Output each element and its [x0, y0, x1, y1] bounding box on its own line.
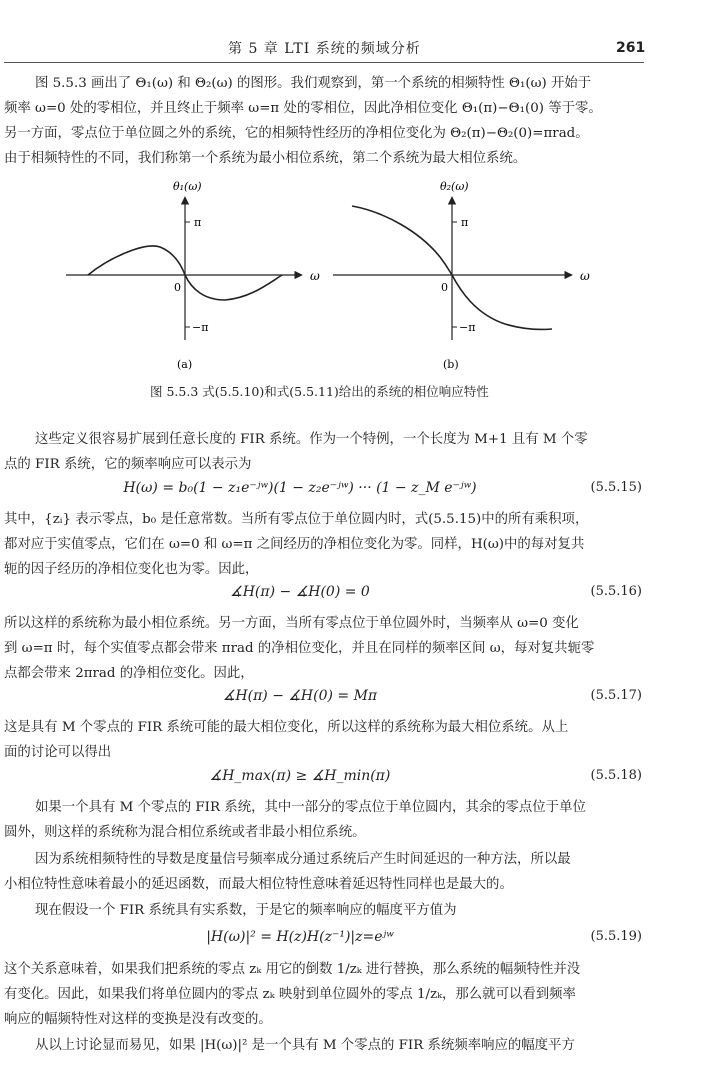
text-line: 从以上讨论显而易见，如果 |H(ω)|² 是一个具有 M 个零点的 FIR 系统频率响应的幅度平方 [35, 1038, 575, 1053]
ylabel-a: θ₁(ω) [173, 180, 202, 193]
equation-number: (5.5.17) [590, 688, 642, 703]
header-rule [4, 62, 644, 63]
text-line: 所以这样的系统称为最小相位系统。另一方面，当所有零点位于单位圆外时，当频率从 ω=0 变化 [4, 616, 579, 631]
origin-b: 0 [441, 281, 448, 294]
sublabel-a: (a) [177, 358, 193, 371]
equation-body: ∡H(π) − ∡H(0) = Mπ [222, 688, 378, 704]
text-line: 现在假设一个 FIR 系统具有实系数，于是它的频率响应的幅度平方值为 [35, 903, 457, 918]
equation-5-5-19 [0, 929, 660, 955]
equation-body: ∡H(π) − ∡H(0) = 0 [230, 584, 370, 600]
equation-5-5-16 [0, 584, 660, 610]
equation-5-5-18 [0, 768, 660, 794]
text-line: 频率 ω=0 处的零相位，并且终止于频率 ω=π 处的零相位，因此净相位变化 Θ₁(π)−Θ₁(0) 等于零。 [4, 101, 602, 116]
text-line: 这个关系意味着，如果我们把系统的零点 zₖ 用它的倒数 1/zₖ 进行替换，那么系统的幅频特性并没 [4, 962, 581, 977]
equation-body: H(ω) = b₀(1 − z₁e⁻ʲʷ)(1 − z₂e⁻ʲʷ) ··· (1 − z_M e⁻ʲʷ) [123, 480, 477, 496]
xlabel-b: ω [580, 269, 590, 283]
ytick-minus-pi-a: −π [192, 321, 209, 334]
chapter-title: 第 5 章 LTI 系统的频域分析 [228, 41, 421, 57]
page-header [0, 26, 704, 60]
text-line: 轭的因子经历的净相位变化也为零。因此， [4, 562, 259, 577]
text-line: 因为系统相频特性的导数是度量信号频率成分通过系统后产生时间延迟的一种方法，所以最 [35, 852, 571, 867]
figure-phase-response [0, 172, 704, 382]
equation-5-5-17 [0, 688, 660, 714]
ytick-pi-a: π [194, 216, 202, 229]
ytick-pi-b: π [461, 216, 469, 229]
text-line: 点的 FIR 系统，它的频率响应可以表示为 [4, 457, 252, 472]
text-line: 其中，{zᵢ} 表示零点，b₀ 是任意常数。当所有零点位于单位圆内时，式(5.5.15)中的所有乘积项， [4, 512, 589, 527]
text-line: 响应的幅频特性对这样的变换是没有改变的。 [4, 1012, 272, 1027]
text-line: 这些定义很容易扩展到任意长度的 FIR 系统。作为一个特例，一个长度为 M+1 且有 M 个零 [35, 432, 588, 447]
text-line: 小相位特性意味着最小的延迟函数，而最大相位特性意味着延迟特性同样也是最大的。 [4, 877, 513, 892]
text-line: 这是具有 M 个零点的 FIR 系统可能的最大相位变化，所以这样的系统称为最大相位系统。从上 [4, 720, 569, 735]
ytick-minus-pi-b: −π [459, 321, 476, 334]
text-line: 都对应于实值零点，它们在 ω=0 和 ω=π 之间经历的净相位变化为零。同样，H(ω)中的每对复共 [4, 537, 585, 552]
text-line: 图 5.5.3 画出了 Θ₁(ω) 和 Θ₂(ω) 的图形。我们观察到，第一个系统的相频特性 Θ₁(ω) 开始于 [35, 76, 592, 91]
text-line: 到 ω=π 时，每个实值零点都会带来 πrad 的净相位变化，并且在同样的频率区间 ω，每对复共轭零 [4, 641, 595, 656]
equation-number: (5.5.16) [590, 584, 642, 599]
equation-body: ∡H_max(π) ≥ ∡H_min(π) [209, 768, 391, 784]
origin-a: 0 [174, 281, 181, 294]
equation-5-5-15 [0, 480, 660, 506]
xlabel-a: ω [310, 269, 320, 283]
ylabel-b: θ₂(ω) [440, 180, 469, 193]
figure-caption: 图 5.5.3 式(5.5.10)和式(5.5.11)给出的系统的相位响应特性 [150, 384, 489, 399]
text-line: 点都会带来 2πrad 的净相位变化。因此， [4, 666, 254, 681]
sublabel-b: (b) [443, 358, 459, 371]
text-line: 由于相频特性的不同，我们称第一个系统为最小相位系统，第二个系统为最大相位系统。 [4, 151, 527, 166]
text-line: 有变化。因此，如果我们将单位圆内的零点 zₖ 映射到单位圆外的零点 1/zₖ，那么就可以看到频率 [4, 987, 576, 1002]
equation-number: (5.5.19) [590, 929, 642, 944]
text-line: 如果一个具有 M 个零点的 FIR 系统，其中一部分的零点位于单位圆内，其余的零点位于单位 [35, 800, 586, 815]
text-line: 圆外，则这样的系统称为混合相位系统或者非最小相位系统。 [4, 825, 366, 840]
page-number: 261 [616, 40, 646, 56]
panel-a [66, 180, 320, 371]
equation-body: |H(ω)|² = H(z)H(z⁻¹)|z=eʲʷ [206, 929, 394, 945]
text-line: 面的讨论可以得出 [4, 745, 112, 760]
panel-b [333, 180, 590, 371]
equation-number: (5.5.18) [590, 768, 642, 783]
text-line: 另一方面，零点位于单位圆之外的系统，它的相频特性经历的净相位变化为 Θ₂(π)−Θ₂(0)=πrad。 [4, 126, 589, 141]
equation-number: (5.5.15) [590, 480, 642, 495]
